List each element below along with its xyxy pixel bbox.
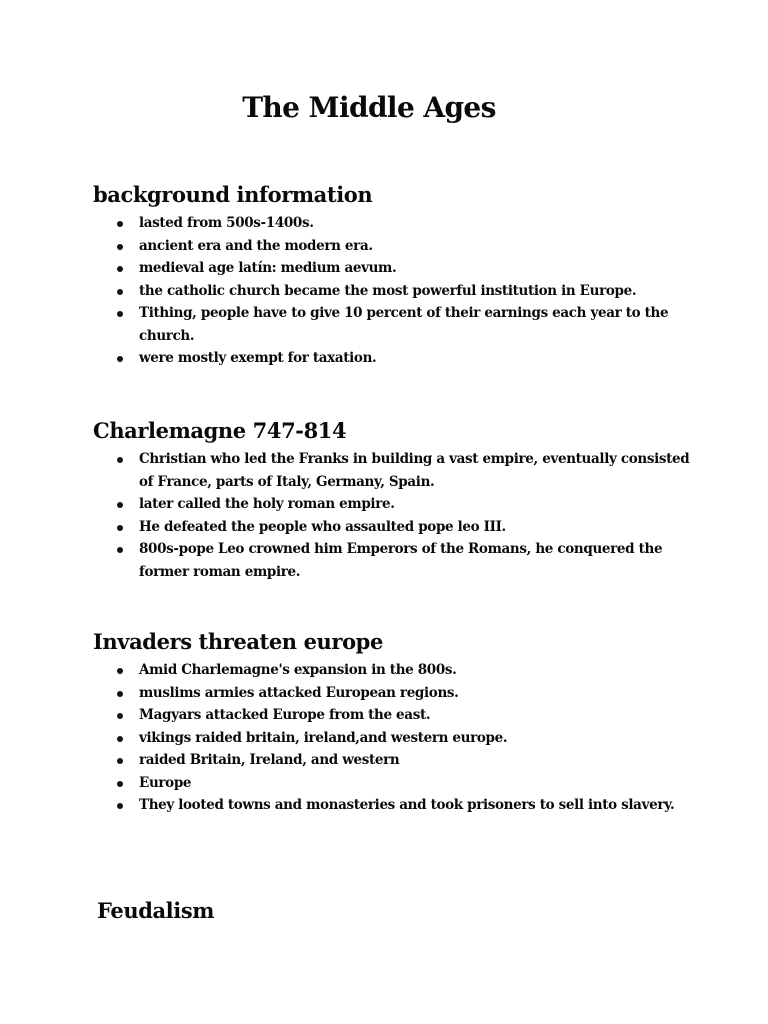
list-item-text: Magyars attacked Europe from the east.	[139, 707, 431, 723]
bullet-icon	[117, 221, 123, 227]
list-item	[93, 772, 693, 795]
list-item-text: muslims armies attacked European regions.	[139, 684, 459, 701]
list-item	[93, 493, 693, 516]
list-item	[93, 538, 693, 583]
section-feudalism	[97, 896, 697, 926]
bullet-icon	[117, 547, 123, 553]
list-item-text: the catholic church became the most powerful institution in Europe.	[139, 282, 637, 299]
section-heading: Feudalism	[97, 898, 215, 923]
bullet-icon	[117, 356, 123, 362]
bullet-icon	[117, 691, 123, 697]
list-item-text: were mostly exempt for taxation.	[139, 350, 377, 366]
document-title: The Middle Ages	[242, 91, 496, 124]
bullet-icon	[117, 781, 123, 787]
section-charlemagne	[93, 416, 693, 583]
list-item-text: Tithing, people have to give 10 percent of their earnings each year to the church.	[139, 305, 669, 344]
list-item	[93, 257, 693, 280]
bullet-icon	[117, 311, 123, 317]
list-item-text: 800s-pope Leo crowned him Emperors of the Romans, he conquered the former roman empire.	[139, 541, 663, 580]
list-item-text: They looted towns and monasteries and took prisoners to sell into slavery.	[139, 797, 675, 813]
bullet-list	[93, 448, 693, 583]
bullet-icon	[117, 289, 123, 295]
section-background-information	[93, 180, 693, 370]
list-item-text: medieval age latín: medium aevum.	[139, 260, 397, 276]
list-item	[93, 727, 693, 750]
section-heading: Charlemagne 747-814	[93, 418, 347, 443]
bullet-icon	[117, 266, 123, 272]
list-item-text: He defeated the people who assaulted pope leo III.	[139, 518, 506, 535]
list-item	[93, 302, 693, 347]
bullet-icon	[117, 668, 123, 674]
list-item	[93, 212, 693, 235]
list-item	[93, 347, 693, 370]
list-item	[93, 516, 693, 539]
bullet-icon	[117, 525, 123, 531]
list-item-text: raided Britain, Ireland, and western	[139, 752, 400, 768]
bullet-icon	[117, 244, 123, 250]
bullet-list	[93, 212, 693, 370]
list-item	[93, 235, 693, 258]
list-item-text: ancient era and the modern era.	[139, 237, 373, 254]
bullet-icon	[117, 803, 123, 809]
bullet-icon	[117, 736, 123, 742]
list-item	[93, 448, 693, 493]
list-item-text: later called the holy roman empire.	[139, 496, 395, 512]
list-item	[93, 280, 693, 303]
list-item-text: Amid Charlemagne's expansion in the 800s.	[139, 662, 457, 678]
list-item-text: Christian who led the Franks in building a vast empire, eventually consisted of France, parts of Italy, Germany, Spain.	[139, 451, 690, 490]
bullet-icon	[117, 713, 123, 719]
bullet-icon	[117, 502, 123, 508]
list-item	[93, 749, 693, 772]
bullet-icon	[117, 758, 123, 764]
section-invaders-threaten-europe	[93, 627, 693, 817]
section-heading: background information	[93, 182, 373, 207]
bullet-icon	[117, 457, 123, 463]
list-item	[93, 659, 693, 682]
list-item	[93, 682, 693, 705]
list-item-text: Europe	[139, 774, 192, 791]
bullet-list	[93, 659, 693, 817]
list-item	[93, 794, 693, 817]
list-item-text: vikings raided britain, ireland,and western europe.	[139, 729, 508, 746]
list-item	[93, 704, 693, 727]
list-item-text: lasted from 500s-1400s.	[139, 215, 314, 231]
section-heading: Invaders threaten europe	[93, 629, 383, 654]
